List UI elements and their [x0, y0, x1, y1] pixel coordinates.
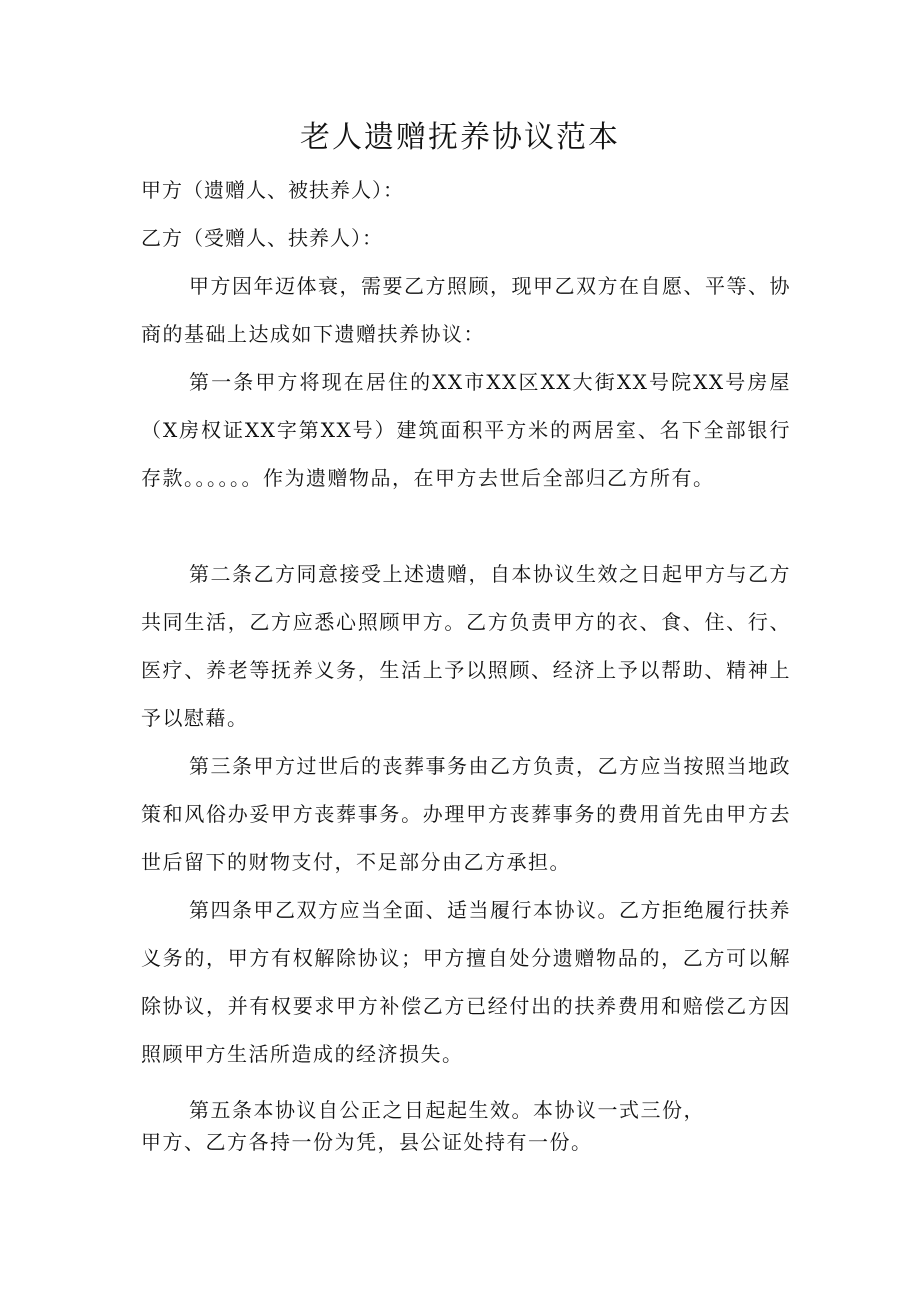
article-5-paragraph [141, 1094, 791, 1158]
intro-paragraph: 甲方因年迈体衰，需要乙方照顾，现甲乙双方在自愿、平等、协商的基础上达成如下遗赠扶养协议： [141, 274, 791, 346]
article-2-paragraph: 第二条乙方同意接受上述遗赠，自本协议生效之日起甲方与乙方共同生活，乙方应悉心照顾甲方。乙方负责甲方的衣、食、住、行、医疗、养老等抚养义务，生活上予以照顾、经济上予以帮助、精神上予以慰藉。 [141, 562, 791, 730]
article-3-paragraph: 第三条甲方过世后的丧葬事务由乙方负责，乙方应当按照当地政策和风俗办妥甲方丧葬事务。办理甲方丧葬事务的费用首先由甲方去世后留下的财物支付，不足部分由乙方承担。 [141, 754, 791, 874]
article-1-paragraph: 第一条甲方将现在居住的XX市XX区XX大街XX号院XX号房屋（X房权证XX字第XX号）建筑面积平方米的两居室、名下全部银行存款。。。。。。作为遗赠物品，在甲方去世后全部归乙方所有。 [141, 370, 791, 490]
article-4-paragraph: 第四条甲乙双方应当全面、适当履行本协议。乙方拒绝履行扶养义务的，甲方有权解除协议；甲方擅自处分遗赠物品的，乙方可以解除协议，并有权要求甲方补偿乙方已经付出的扶养费用和赔偿乙方因照顾甲方生活所造成的经济损失。 [141, 898, 791, 1066]
party-b-line: 乙方（受赠人、扶养人）： [141, 226, 383, 250]
document-title: 老人遗赠抚养协议范本 [300, 120, 620, 155]
article-5-line-2: 甲方、乙方各持一份为凭，县公证处持有一份。 [141, 1130, 593, 1154]
party-a-line: 甲方（遗赠人、被扶养人）： [141, 178, 404, 202]
article-5-line-1: 第五条本协议自公正之日起起生效。本协议一式三份， [189, 1098, 705, 1122]
